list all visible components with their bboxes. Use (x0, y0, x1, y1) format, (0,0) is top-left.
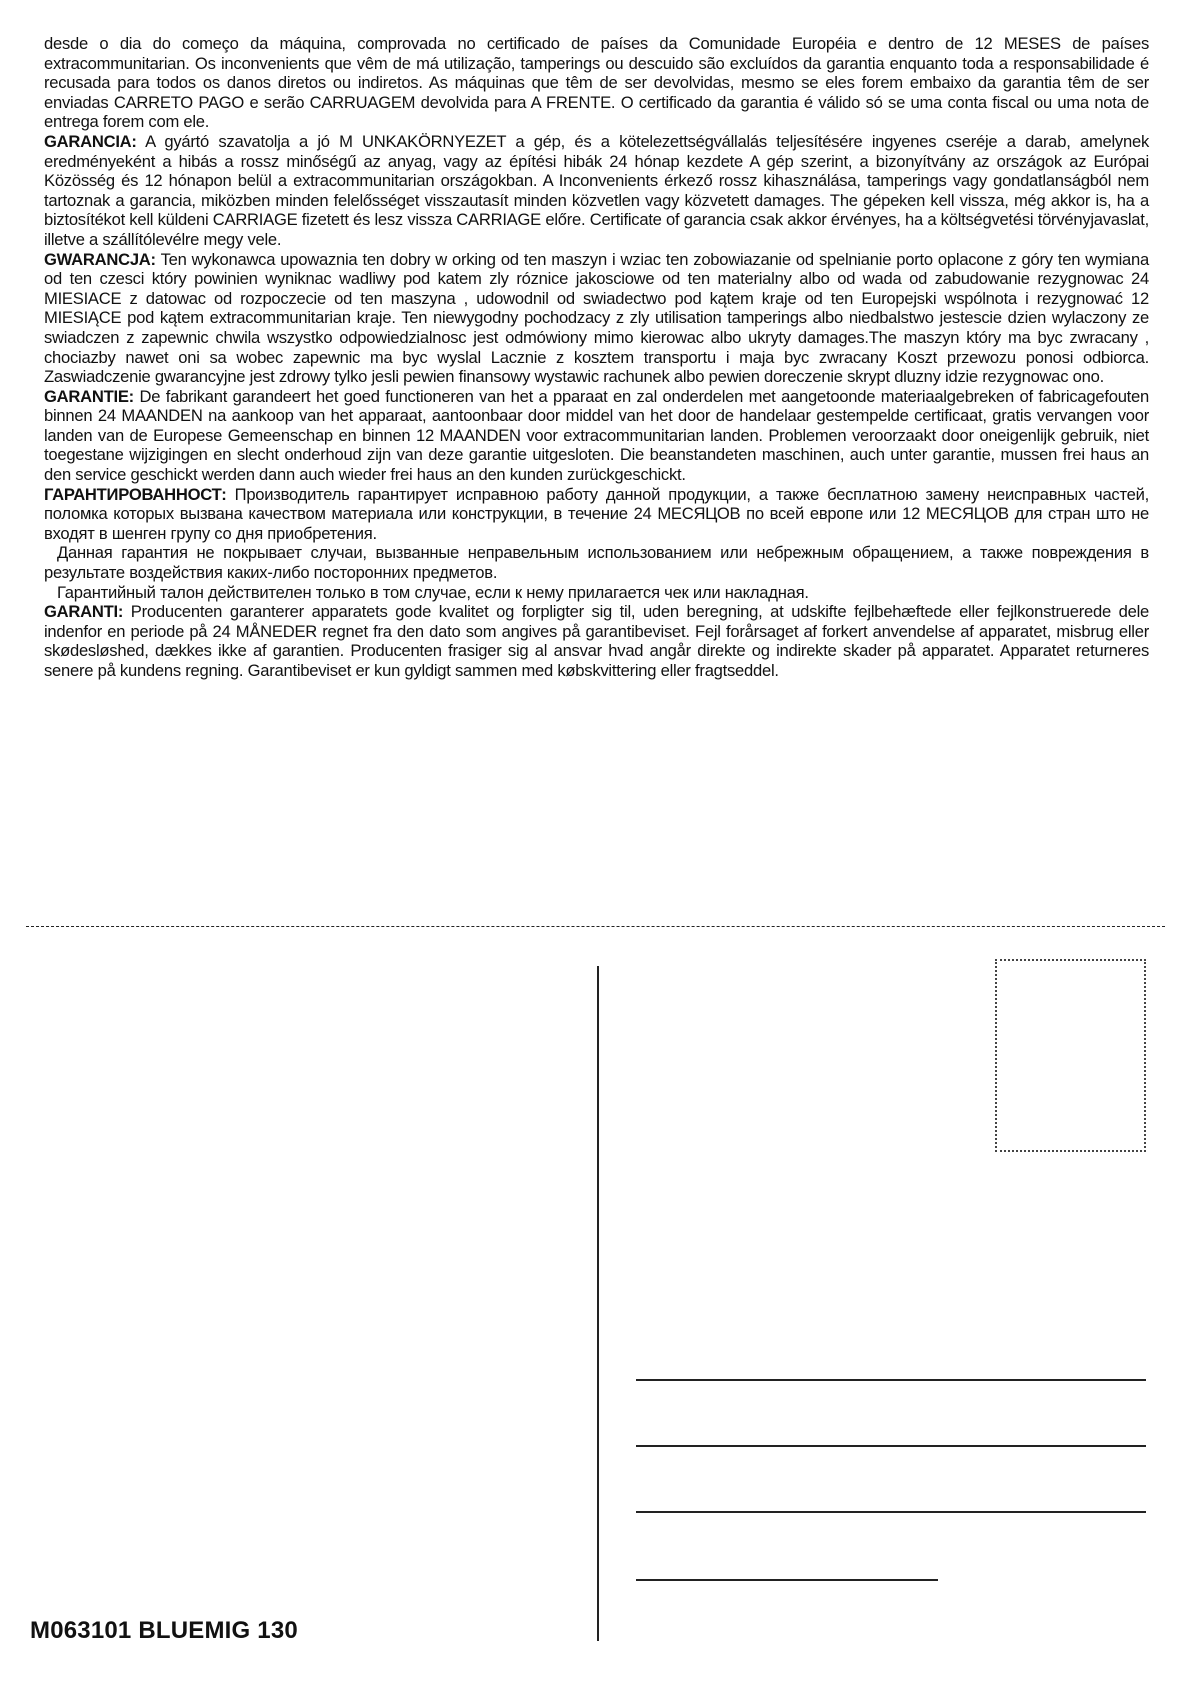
warranty-danish (44, 602, 1149, 680)
warranty-russian-note-2: Гарантийный талон действителен только в том случае, если к нему прилагается чек или накладная. (57, 582, 809, 602)
warranty-hu-heading: GARANCIA: (44, 131, 137, 151)
warranty-hu-text: A gyártó szavatolja a jó M UNKAKÖRNYEZET a gép, és a kötelezettségvállalás teljesítésére ingyenes cseréje a darab, amelynek eredményeként a hibás a rossz minőségű az anyag, vagy az építési hibák 24 hónap kezdete A gép szerint, a bizonyítvány az országok az Európai Közösség és 12 hónapon belül a extracommunitarian országokban. A Inconvenients érkező rossz kihasználása, tamperings vagy gondatlanságból nem tartoznak a garancia, miközben minden felelősséget visszautasít minden közvetlen vagy közvetett damages. The gépeken kell vissza, még akkor is, ha a biztosítékot kell küldeni CARRIAGE fizetett és lesz vissza CARRIAGE előre. Certificate of garancia csak akkor érvényes, ha a költségvetési törvényjavaslat, illetve a szállítólevélre megy vele. (44, 131, 1149, 249)
warranty-ru-heading: ГАРАНТИРОВАННОСТ: (44, 484, 227, 504)
warranty-russian (44, 485, 1149, 544)
postcard-divider (597, 966, 599, 1641)
warranty-russian-note-1: Данная гарантия не покрывает случаи, вызванные неправельным использованием или небрежным обращением, а также повреждения в результате воздействия каких-либо посторонних предметов. (44, 543, 1149, 583)
warranty-ru-text: Производитель гарантирует исправною работу данной продукции, а также бесплатною замену неисправных частей, поломка которых вызвана качеством материала или конструкции, в течение 24 МЕСЯЦОВ по всей европе или 12 МЕСЯЦОВ для стран што не входят в шенген групу со дня приобретения. (44, 484, 1149, 543)
address-line-3 (636, 1511, 1146, 1513)
warranty-nl-heading: GARANTIE: (44, 386, 134, 406)
address-line-2 (636, 1445, 1146, 1447)
address-line-1 (636, 1379, 1146, 1381)
warranty-pl-text: Ten wykonawca upowaznia ten dobry w orking od ten maszyn i wziac ten zobowiazanie od spelnianie porto oplacone z góry ten wymiana od ten czesci który powinien wyniknac wadliwy pod katem zly róznice jakosciowe od ten materialny albo od wada od zabudowanie rezygnowac 24 MIESIACE z datowac od rozpoczecie od ten maszyna , udowodnil od swiadectwo pod kątem kraje od ten Europejski wspólnota i rezygnować 12 MIESIĄCE pod kątem extracommunitarian kraje. Ten niewygodny pochodzacy z zly utilisation tamperings albo niedbalstwo jestescie dzien wylaczony ze swiadczen z zapewnic chwila wszystko odpowiedzialnosc jest odmówiony mimo kierowac albo ukryty damages.The maszyn który ma byc zwracany , chociazby nawet oni sa wobec zapewnic ma byc wyslal Lacznie z kosztem transportu i maja byc zwracany Koszt przewozu ponosi odbiorca. Zaswiadczenie gwarancyjne jest zdrowy tylko jesli pewien finansowy wystawic rachunek albo pewien doreczenie skrypt dluzny idzie rezygnowac ono. (44, 249, 1149, 387)
warranty-text (44, 34, 1149, 681)
warranty-hungarian (44, 132, 1149, 250)
warranty-da-text: Producenten garanterer apparatets gode kvalitet og forpligter sig til, uden beregning, at udskifte fejlbehæftede eller fejlkonstruerede dele indenfor en periode på 24 MÅNEDER regnet fra den dato som angives på garantibeviset. Fejl forårsaget af forkert anvendelse af apparatet, misbrug eller skødesløshed, dækkes ikke af garantien. Producenten frasiger sig al ansvar hvad angår direkte og indirekte skader på apparatet. Apparatet returneres senere på kundens regning. Garantibeviset er kun gyldigt sammen med købskvittering eller fragtseddel. (44, 602, 1149, 680)
model-number: M063101 BLUEMIG 130 (30, 1617, 298, 1644)
warranty-nl-text: De fabrikant garandeert het goed functioneren van het a pparaat en zal onderdelen met aangetoonde materiaalgebreken of fabricagefouten binnen 24 MAANDEN na aankoop van het apparaat, aantoonbaar door middel van het door de handelaar gestempelde certificaat, gratis vervangen voor landen van de Europese Gemeenschap en binnen 12 MAANDEN voor extracommunitarian landen. Problemen veroorzaakt door oneigenlijk gebruik, niet toegestane wijzigingen en slecht onderhoud zijn van deze garantie uitgesloten. Die beanstandeten maschinen, auch unter garantie, mussen frei haus an den service geschickt werden dann auch wieder frei haus an den kunden zurückgeschickt. (44, 386, 1149, 485)
warranty-pt-text: desde o dia do começo da máquina, comprovada no certificado de países da Comunidade Européia e dentro de 12 MESES de países extracommunitarian. Os inconvenients que vêm de má utilização, tamperings ou descuido são excluídos da garantia enquanto toda a responsabilidade é recusada para todos os danos diretos ou indiretos. As máquinas que têm de ser devolvidas, mesmo se eles forem embaixo da garantia têm de ser enviadas CARRETO PAGO e serão CARRUAGEM devolvida para A FRENTE. O certificado da garantia é válido só se uma conta fiscal ou uma nota de entrega forem com ele. (44, 34, 1149, 132)
address-line-4 (636, 1579, 938, 1581)
warranty-da-heading: GARANTI: (44, 602, 124, 622)
warranty-portuguese (44, 34, 1149, 132)
warranty-polish (44, 250, 1149, 387)
warranty-pl-heading: GWARANCJA: (44, 249, 156, 269)
warranty-dutch (44, 387, 1149, 485)
stamp-box (995, 959, 1146, 1152)
cut-line (26, 926, 1165, 927)
